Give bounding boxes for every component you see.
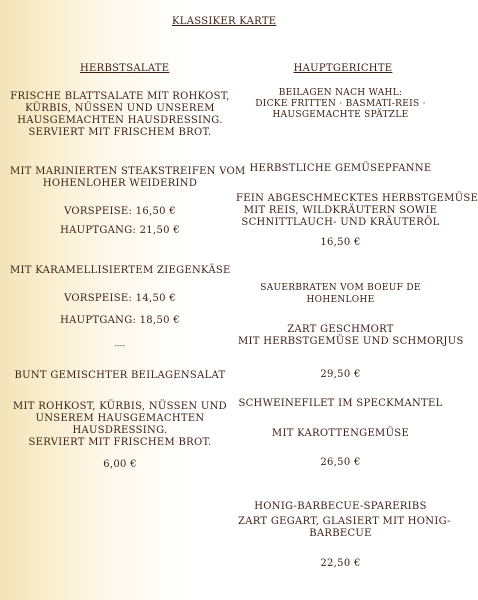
sauerbraten-price: 29,50 € [320,369,361,380]
pfanne-title: HERBSTLICHE GEMÜSEPFANNE [249,163,432,174]
sauer-title-line: HOHENLOHE [306,295,375,305]
side-salad-price: 6,00 € [103,459,137,470]
steak-vorspeise-price: VORSPEISE: 16,50 € [64,206,176,217]
schweinefilet-title: SCHWEINEFILET IM SPECKMANTEL [238,398,443,409]
pfanne-description [236,193,478,229]
pfanne-price: 16,50 € [320,237,361,248]
side-desc-line: UNSEREM HAUSGEMACHTEN [35,413,205,424]
spareribs-price: 22,50 € [320,558,361,569]
sauer-desc-line: MIT HERBSTGEMÜSE UND SCHMORJUS [238,336,464,347]
side-desc-line: MIT ROHKOST, KÜRBIS, NÜSSEN UND [13,401,227,412]
salad-desc-line: HAUSGEMACHTEN HAUSDRESSING. [17,115,223,126]
ribs-desc-line: ZART GEGART, GLASIERT MIT HONIG- [238,516,451,527]
goat-vorspeise-price: VORSPEISE: 14,50 € [64,293,176,304]
sauer-title-line: SAUERBRATEN VOM BOEUF DE [260,283,421,293]
salad-desc-line: FRISCHE BLATTSALATE MIT ROHKOST, [10,91,230,102]
sauerbraten-title [238,282,443,306]
salad-desc-line: SERVIERT MIT FRISCHEM BROT. [28,127,212,138]
sauerbraten-description [238,324,464,348]
spareribs-title: HONIG-BARBECUE-SPARERIBS [254,501,427,512]
salad-description [10,91,230,139]
steak-desc-line: MIT MARINIERTEN STEAKSTREIFEN VOM [10,166,246,177]
steak-hauptgang-price: HAUPTGANG: 21,50 € [60,225,180,236]
beilagen-line: DICKE FRITTEN · BASMATI-REIS · [255,99,426,109]
salad-desc-line: KÜRBIS, NÜSSEN UND UNSEREM [25,103,215,114]
spareribs-description [238,516,451,540]
side-salad-title: BUNT GEMISCHTER BEILAGENSALAT [14,370,226,381]
schweinefilet-price: 26,50 € [320,457,361,468]
beilagen-line: BEILAGEN NACH WAHL: [278,88,403,98]
steak-desc-line: HOHENLOHER WEIDERIND [42,178,198,189]
hauptgerichte-heading: HAUPTGERICHTE [293,63,393,74]
separator: ---- [114,342,126,350]
beilagen-line: HAUSGEMACHTE SPÄTZLE [272,110,409,120]
steak-description [10,166,246,190]
herbstsalate-heading: HERBSTSALATE [80,63,170,74]
pfanne-desc-line: FEIN ABGESCHMECKTES HERBSTGEMÜSE [236,193,478,204]
goat-hauptgang-price: HAUPTGANG: 18,50 € [60,315,180,326]
ribs-desc-line: BARBECUE [309,528,372,539]
schweinefilet-description: MIT KAROTTENGEMÜSE [271,428,410,439]
side-salad-description [10,401,230,449]
pfanne-desc-line: MIT REIS, WILDKRÄUTERN SOWIE [243,205,438,216]
side-desc-line: HAUSDRESSING. [72,425,168,436]
menu-title: KLASSIKER KARTE [172,16,277,27]
pfanne-desc-line: SCHNITTLAUCH- UND KRÄUTERÖL [241,217,440,228]
beilagen-info [238,88,443,121]
sauer-desc-line: ZART GESCHMORT [287,324,394,335]
side-desc-line: SERVIERT MIT FRISCHEM BROT. [28,437,212,448]
goat-description: MIT KARAMELLISIERTEM ZIEGENKÄSE [10,265,231,276]
